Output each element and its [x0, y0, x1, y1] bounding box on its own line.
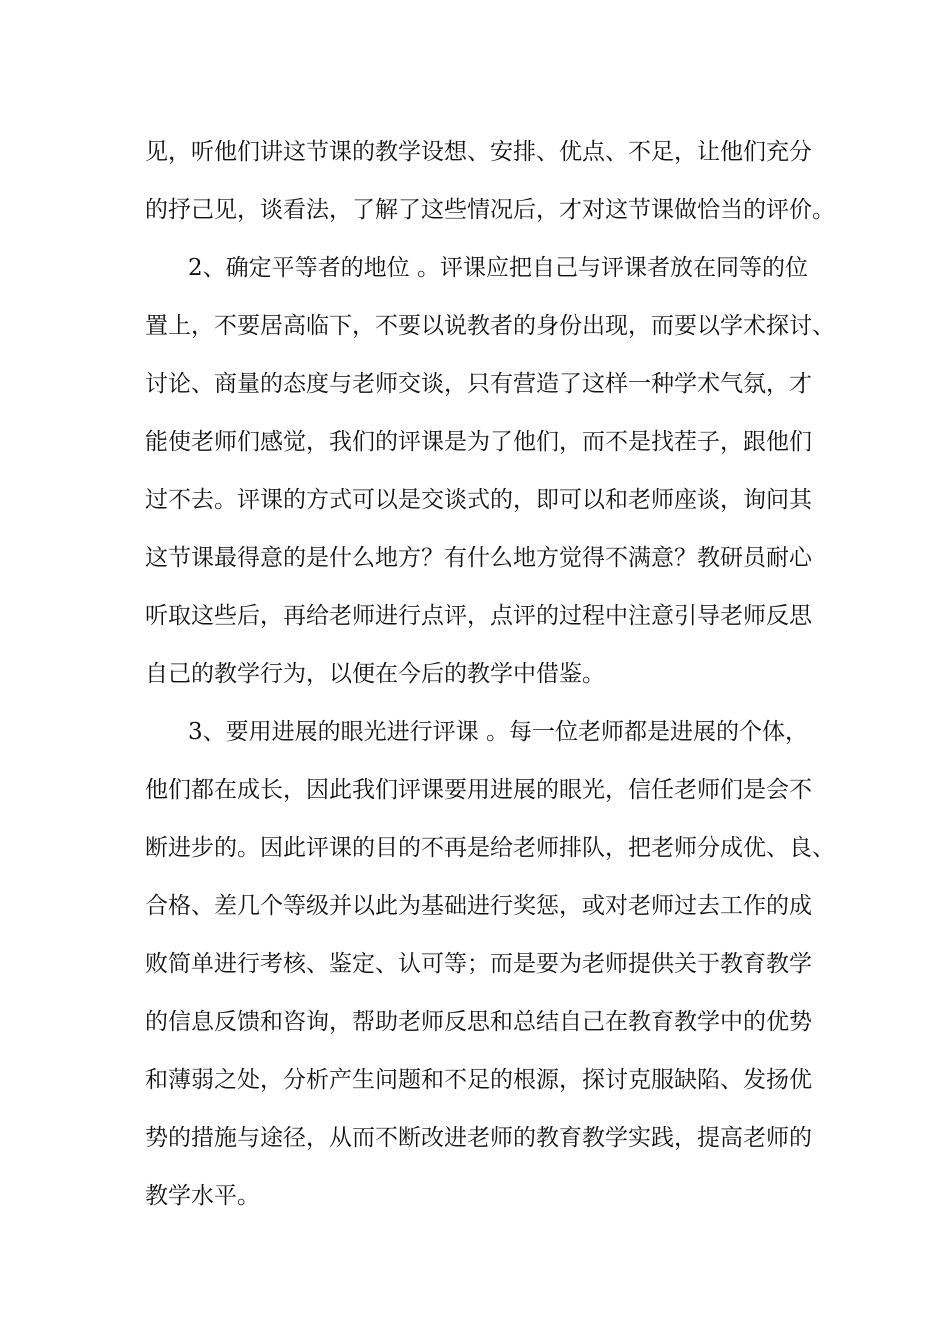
text-line-content: 过不去。评课的方式可以是交谈式的，即可以和老师座谈，询问其: [145, 487, 812, 513]
text-line-content: 的信息反馈和咨询，帮助老师反思和总结自己在教育教学中的优势: [145, 1009, 812, 1035]
text-line-content: 见，听他们讲这节课的教学设想、安排、优点、不足，让他们充分: [145, 139, 812, 165]
text-line-content: 这节课最得意的是什么地方？有什么地方觉得不满意？教研员耐心: [145, 545, 812, 571]
text-line-content: 断进步的。因此评课的目的不再是给老师排队，把老师分成优、良、: [145, 835, 835, 861]
text-line-content: 2、确定平等者的地位 。评课应把自己与评课者放在同等的位: [188, 255, 808, 281]
text-line-content: 势的措施与途径，从而不断改进老师的教育教学实践，提高老师的: [145, 1125, 812, 1151]
text-line-content: 听取这些后，再给老师进行点评，点评的过程中注意引导老师反思: [145, 603, 812, 629]
text-line-content: 合格、差几个等级并以此为基础进行奖惩，或对老师过去工作的成: [145, 893, 812, 919]
text-line-content: 他们都在成长，因此我们评课要用进展的眼光，信任老师们是会不: [145, 777, 812, 803]
text-line-content: 3、要用进展的眼光进行评课 。每一位老师都是进展的个体，: [188, 719, 808, 745]
text-line-content: 的抒己见，谈看法，了解了这些情况后，才对这节课做恰当的评价。: [145, 197, 835, 223]
text-line-content: 置上，不要居高临下，不要以说教者的身份出现，而要以学术探讨、: [145, 313, 835, 339]
text-line-content: 和薄弱之处，分析产生问题和不足的根源，探讨克服缺陷、发扬优: [145, 1067, 812, 1093]
text-line-content: 能使老师们感觉，我们的评课是为了他们，而不是找茬子，跟他们: [145, 429, 812, 455]
text-line-content: 败简单进行考核、鉴定、认可等；而是要为老师提供关于教育教学: [145, 951, 812, 977]
text-line-content: 讨论、商量的态度与老师交谈，只有营造了这样一种学术气氛，才: [145, 371, 812, 397]
text-line-content: 教学水平。: [145, 1183, 260, 1209]
text-line-content: 自己的教学行为，以便在今后的教学中借鉴。: [145, 661, 605, 687]
